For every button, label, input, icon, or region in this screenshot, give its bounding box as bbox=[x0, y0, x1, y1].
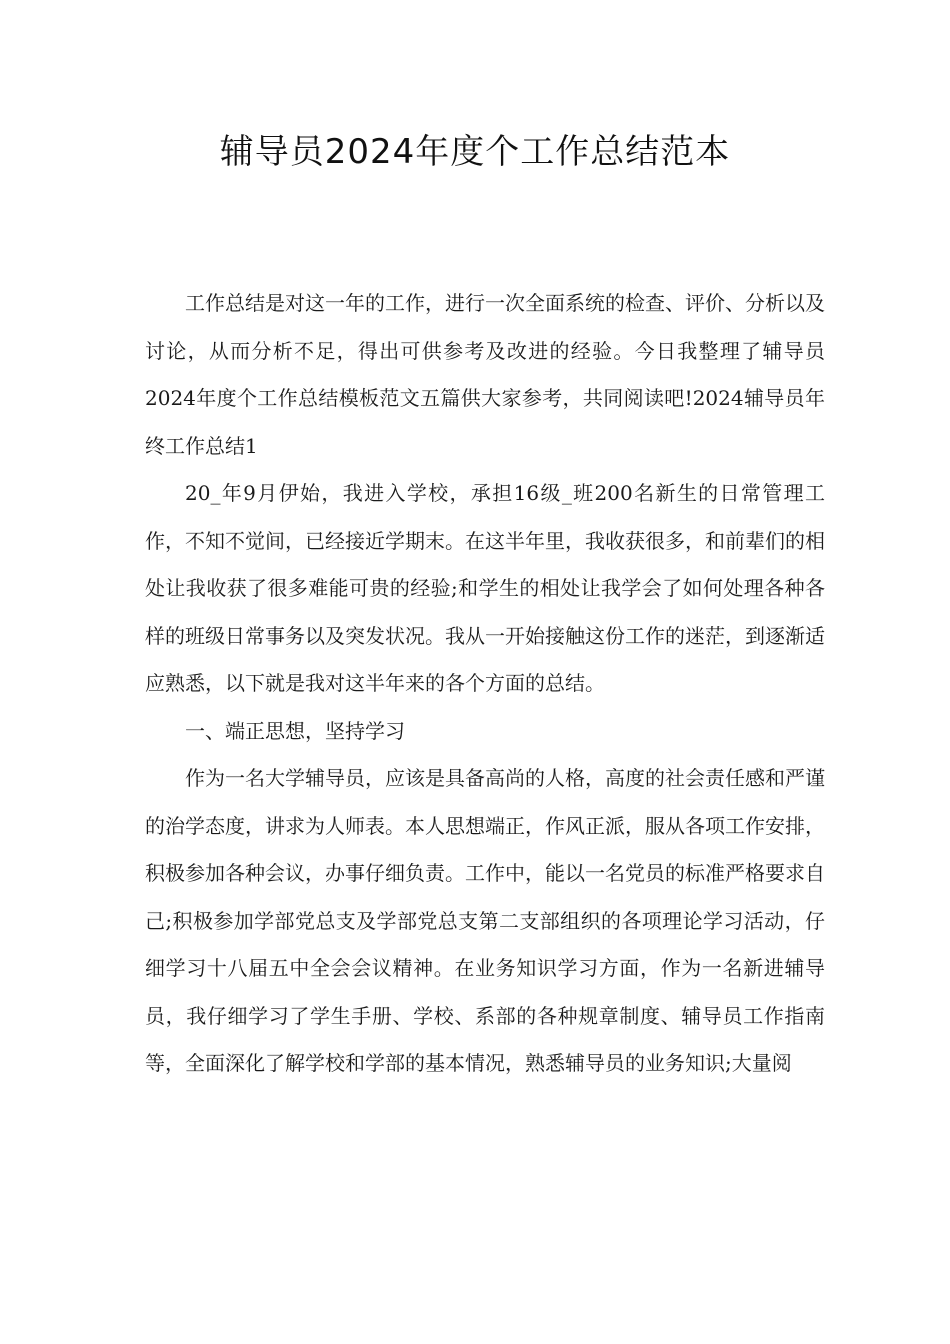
document-title: 辅导员2024年度个工作总结范本 bbox=[219, 132, 731, 172]
intro-paragraph: 工作总结是对这一年的工作，进行一次全面系统的检查、评价、分析以及讨论，从而分析不足，得出可供参考及改进的经验。今日我整理了辅导员2024年度个工作总结模板范文五篇供大家参考，共同阅读吧!2024辅导员年终工作总结1 bbox=[145, 291, 825, 458]
overview-paragraph: 20_年9月伊始，我进入学校，承担16级_班200名新生的日常管理工作，不知不觉间，已经接近学期末。在这半年里，我收获很多，和前辈们的相处让我收获了很多难能可贵的经验;和学生的相处让我学会了如何处理各种各样的班级日常事务以及突发状况。我从一开始接触这份工作的迷茫，到逐渐适应熟悉，以下就是我对这半年来的各个方面的总结。 bbox=[145, 481, 825, 695]
document-body bbox=[145, 280, 825, 1088]
section-paragraph: 作为一名大学辅导员，应该是具备高尚的人格，高度的社会责任感和严谨的治学态度，讲求为人师表。本人思想端正，作风正派，服从各项工作安排，积极参加各种会议，办事仔细负责。工作中，能以一名党员的标准严格要求自己;积极参加学部党总支及学部党总支第二支部组织的各项理论学习活动，仔细学习十八届五中全会会议精神。在业务知识学习方面，作为一名新进辅导员，我仔细学习了学生手册、学校、系部的各种规章制度、辅导员工作指南等，全面深化了解学校和学部的基本情况，熟悉辅导员的业务知识;大量阅 bbox=[145, 766, 825, 1075]
section-heading: 一、端正思想，坚持学习 bbox=[185, 718, 405, 743]
